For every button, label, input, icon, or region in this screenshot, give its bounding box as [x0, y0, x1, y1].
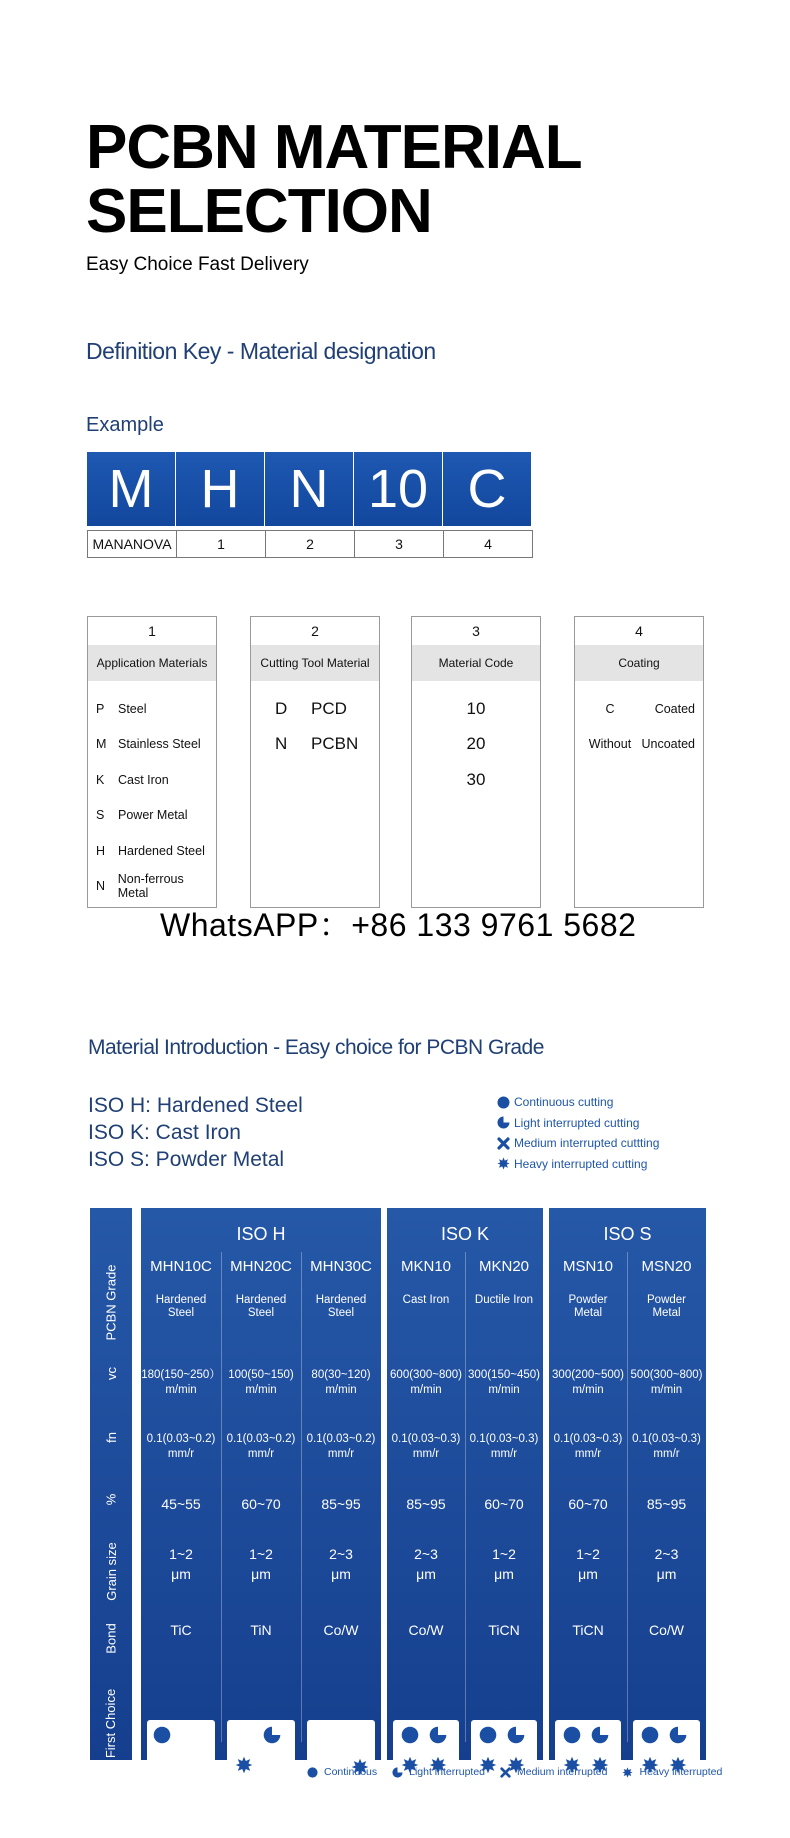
value: PCBN: [311, 734, 359, 754]
first-choice-box: [147, 1720, 215, 1782]
cutting-speed: 600(300~800) m/min: [390, 1369, 462, 1396]
value: PCD: [311, 698, 347, 718]
legend-label: Continuous cutting: [514, 1095, 614, 1110]
continuous-icon: [153, 1726, 171, 1744]
row-label: First Choice: [103, 1688, 119, 1758]
box-heading: Application Materials: [88, 645, 216, 681]
cutting-speed: 100(50~150) m/min: [228, 1369, 294, 1396]
grade-column: [387, 1258, 465, 1788]
list-item: [88, 691, 216, 727]
row-label: vc: [103, 1366, 119, 1380]
row-label: fn: [103, 1431, 119, 1443]
light-interrupted-icon: [507, 1726, 525, 1744]
value: Non-ferrous Metal: [117, 872, 184, 901]
cutting-speed: 80(30~120) m/min: [311, 1369, 371, 1396]
code-letter: 10: [354, 452, 442, 526]
bond: TiCN: [488, 1622, 520, 1638]
value: Steel: [118, 701, 147, 716]
cutting-speed: 300(200~500) m/min: [552, 1369, 624, 1396]
legend-item: [306, 1766, 377, 1778]
box-number: 3: [472, 623, 480, 639]
legend-item: [621, 1766, 722, 1778]
light-interrupted-icon: [391, 1766, 403, 1778]
continuous-icon: [496, 1095, 510, 1109]
material-intro-heading: Material Introduction - Easy choice for PCBN Grade: [88, 1036, 544, 1059]
legend-item: [391, 1766, 485, 1778]
code: K: [96, 772, 105, 787]
cbn-content: 85~95: [646, 1496, 687, 1512]
feed-rate: 0.1(0.03~0.3) mm/r: [469, 1433, 539, 1460]
grade-name: MHN20C: [230, 1258, 292, 1275]
cutting-tool-material-box: [250, 616, 380, 908]
legend-label: Continuous: [324, 1766, 378, 1778]
code-letter: C: [443, 452, 531, 526]
example-label: Example: [86, 414, 164, 436]
list-item: [88, 762, 216, 798]
bond: TiCN: [572, 1622, 604, 1638]
value: Power Metal: [118, 808, 188, 823]
light-interrupted-icon: [669, 1726, 687, 1744]
legend-item: [499, 1766, 607, 1778]
grade-table: [90, 1208, 706, 1760]
grain-size: 1~2 μm: [169, 1546, 193, 1582]
grain-size: 1~2 μm: [492, 1546, 516, 1582]
grade-column: [141, 1258, 221, 1788]
legend-item: [496, 1133, 659, 1154]
cbn-content: 60~70: [568, 1496, 608, 1512]
grade-name: MKN10: [400, 1258, 452, 1275]
box-number: 4: [635, 623, 643, 639]
iso-item: ISO S: Powder Metal: [88, 1148, 285, 1171]
row-label-column: [90, 1208, 132, 1760]
first-choice-box: [227, 1720, 295, 1782]
cbn-content: 85~95: [406, 1496, 446, 1512]
grain-size: 1~2 μm: [576, 1546, 600, 1582]
group-title: ISO K: [440, 1223, 489, 1244]
group-title: ISO S: [603, 1223, 652, 1244]
light-interrupted-icon: [591, 1726, 609, 1744]
legend-item: [496, 1113, 659, 1134]
iso-item: ISO H: Hardened Steel: [88, 1094, 303, 1117]
box-heading: Coating: [575, 645, 703, 681]
code-letter: H: [176, 452, 264, 526]
grain-size: 1~2 μm: [249, 1546, 273, 1582]
application-materials-box: [87, 616, 217, 908]
code-letter: M: [87, 452, 175, 526]
grade-column: [627, 1258, 706, 1788]
workpiece-material: Cast Iron: [402, 1294, 450, 1306]
grade-name: MKN20: [478, 1258, 530, 1275]
box-number: 1: [148, 623, 156, 639]
bond: TiN: [250, 1622, 272, 1638]
feed-rate: 0.1(0.03~0.3) mm/r: [632, 1433, 701, 1460]
position-cell: MANANOVA: [88, 531, 177, 557]
code: Without: [588, 737, 632, 752]
position-cell: 4: [484, 536, 492, 552]
legend-item: [496, 1154, 659, 1175]
grade-column: [221, 1258, 301, 1788]
value: Coated: [654, 701, 695, 716]
list-item: [88, 727, 216, 763]
row-label: Grain size: [103, 1541, 119, 1601]
list-item: [251, 691, 379, 727]
heavy-interrupted-icon: [496, 1157, 510, 1171]
legend-label: Light interrupted: [409, 1766, 486, 1778]
code: N: [275, 734, 288, 754]
list-item: [575, 727, 703, 763]
cbn-content: 60~70: [484, 1496, 524, 1512]
grain-size: 2~3 μm: [654, 1546, 679, 1582]
title-line-1: PCBN MATERIAL: [86, 113, 582, 182]
bond: Co/W: [323, 1622, 359, 1638]
legend-label: Light interrupted cutting: [514, 1115, 640, 1130]
bond: Co/W: [649, 1622, 684, 1638]
example-code-row: [87, 452, 531, 526]
workpiece-material: Ductile Iron: [474, 1294, 534, 1306]
value: Hardened Steel: [118, 843, 205, 858]
grain-size: 2~3 μm: [414, 1546, 438, 1582]
grade-column: [301, 1258, 381, 1788]
code: S: [96, 808, 105, 823]
list-item: 20: [466, 734, 486, 754]
continuous-icon: [479, 1726, 497, 1744]
bond: Co/W: [408, 1622, 444, 1638]
grade-name: MHN10C: [150, 1258, 212, 1275]
feed-rate: 0.1(0.03~0.3) mm/r: [553, 1433, 623, 1460]
cbn-content: 45~55: [161, 1496, 201, 1512]
cutting-speed: 180(150~250） m/min: [141, 1369, 221, 1396]
code: H: [96, 843, 106, 858]
list-item: [88, 869, 216, 905]
feed-rate: 0.1(0.03~0.3) mm/r: [391, 1433, 461, 1460]
list-item: 10: [466, 698, 486, 718]
box-number: 2: [311, 623, 319, 639]
heavy-interrupted-icon: [235, 1756, 253, 1774]
group-title: ISO H: [236, 1223, 286, 1244]
legend-label: Heavy interrupted: [639, 1766, 723, 1778]
grade-name: MSN20: [641, 1258, 692, 1275]
box-heading: Cutting Tool Material: [251, 645, 379, 681]
legend-label: Medium interrupted cuttting: [514, 1136, 660, 1151]
grade-column: [549, 1258, 627, 1788]
value: Uncoated: [641, 737, 695, 752]
medium-interrupted-icon: [496, 1136, 510, 1150]
continuous-icon: [563, 1726, 581, 1744]
legend-item: [496, 1092, 659, 1113]
code: D: [275, 698, 288, 718]
code: N: [96, 879, 106, 894]
grain-size: 2~3 μm: [329, 1546, 353, 1582]
workpiece-material: Powder Metal: [568, 1294, 608, 1319]
list-item: [251, 727, 379, 763]
list-item: [88, 833, 216, 869]
continuous-icon: [641, 1726, 659, 1744]
title-line-2: SELECTION: [86, 177, 432, 246]
cutting-legend: [496, 1092, 659, 1174]
whatsapp-contact[interactable]: WhatsAPP：+86 133 9761 5682: [160, 907, 637, 943]
iso-list: [88, 1092, 303, 1173]
cbn-content: 60~70: [241, 1496, 281, 1512]
value: Stainless Steel: [118, 737, 201, 752]
bottom-legend: [306, 1766, 736, 1778]
medium-interrupted-icon: [499, 1766, 511, 1778]
list-item: [575, 691, 703, 727]
workpiece-material: Hardened Steel: [235, 1294, 287, 1319]
row-label: Bond: [103, 1622, 119, 1654]
grade-name: MHN30C: [310, 1258, 372, 1275]
code: M: [96, 737, 107, 752]
position-cell: 1: [177, 531, 266, 557]
heavy-interrupted-icon: [621, 1766, 633, 1778]
continuous-icon: [401, 1726, 419, 1744]
iso-item: ISO K: Cast Iron: [88, 1121, 241, 1144]
code: P: [96, 701, 105, 716]
coating-box: [574, 616, 704, 908]
material-code-box: [411, 616, 541, 908]
bond: TiC: [170, 1622, 192, 1638]
position-cell: 2: [266, 531, 355, 557]
row-label: PCBN Grade: [103, 1264, 119, 1340]
value: Cast Iron: [118, 772, 169, 787]
page-title: [86, 113, 686, 246]
list-item: 30: [466, 769, 486, 789]
subtitle: Easy Choice Fast Delivery: [86, 254, 309, 275]
definition-key-heading: Definition Key - Material designation: [86, 338, 436, 364]
workpiece-material: Powder Metal: [647, 1294, 686, 1319]
grade-column: [465, 1258, 543, 1788]
feed-rate: 0.1(0.03~0.2) mm/r: [226, 1433, 296, 1460]
workpiece-material: Hardened Steel: [315, 1294, 367, 1319]
cutting-speed: 500(300~800) m/min: [630, 1369, 703, 1396]
light-interrupted-icon: [429, 1726, 447, 1744]
list-item: [88, 798, 216, 834]
feed-rate: 0.1(0.03~0.2) mm/r: [306, 1433, 376, 1460]
code: C: [605, 701, 615, 716]
legend-label: Medium interrupted: [517, 1766, 608, 1778]
continuous-icon: [306, 1766, 318, 1778]
example-position-row: [87, 530, 533, 558]
cbn-content: 85~95: [321, 1496, 361, 1512]
code-letter: N: [265, 452, 353, 526]
light-interrupted-icon: [496, 1116, 510, 1130]
row-label: %: [103, 1493, 119, 1505]
legend-label: Heavy interrupted cutting: [514, 1156, 648, 1171]
light-interrupted-icon: [263, 1726, 281, 1744]
feed-rate: 0.1(0.03~0.2) mm/r: [146, 1433, 216, 1460]
cutting-speed: 300(150~450) m/min: [468, 1369, 540, 1396]
position-cell: 3: [355, 531, 444, 557]
grade-name: MSN10: [562, 1258, 614, 1275]
workpiece-material: Hardened Steel: [155, 1294, 207, 1319]
box-heading: Material Code: [412, 645, 540, 681]
